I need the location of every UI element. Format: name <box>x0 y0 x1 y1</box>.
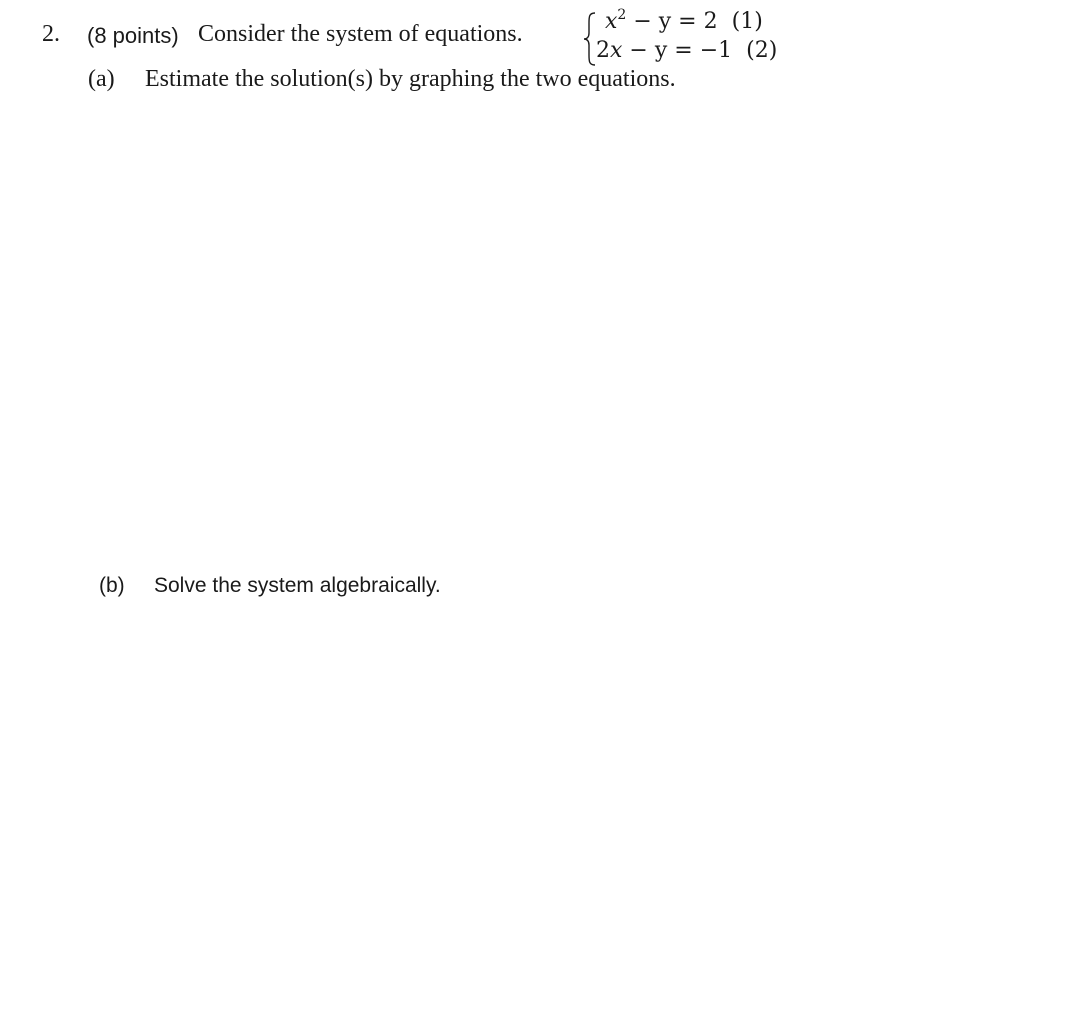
eq2-tag: (2) <box>746 38 778 63</box>
part-b-text: Solve the system algebraically. <box>154 574 441 597</box>
equation-2 <box>596 38 777 63</box>
question-number: 2. <box>42 21 60 47</box>
eq1-rest: − y = 2 <box>626 9 718 34</box>
equation-1 <box>605 7 763 34</box>
part-b-label: (b) <box>99 574 125 597</box>
eq2-coefficient: 2 <box>596 38 610 63</box>
eq2-rest: − y = −1 <box>622 38 733 63</box>
question-points: (8 points) <box>87 23 179 48</box>
eq1-variable: x <box>605 9 618 34</box>
eq1-exponent: 2 <box>617 7 627 23</box>
part-a-label: (a) <box>88 66 115 92</box>
equation-system <box>583 5 803 69</box>
eq2-variable: x <box>610 38 623 63</box>
question-stem: Consider the system of equations. <box>198 21 523 47</box>
part-a-text: Estimate the solution(s) by graphing the two equations. <box>145 66 676 92</box>
eq1-tag: (1) <box>731 9 763 34</box>
left-brace-icon <box>583 11 597 67</box>
